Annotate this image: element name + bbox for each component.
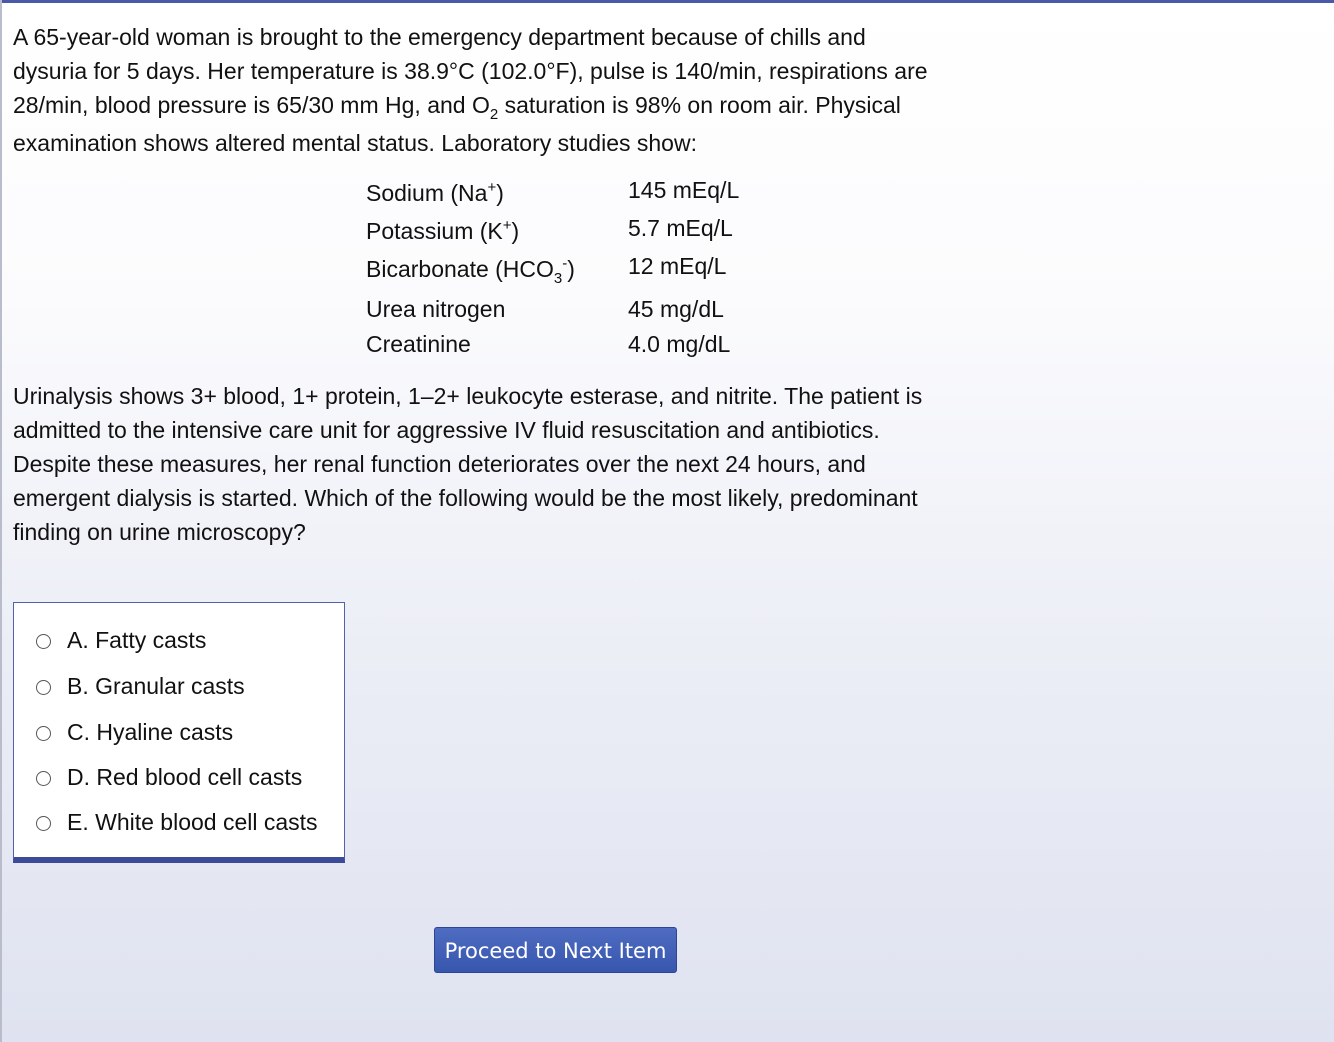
choice-label: E. White blood cell casts: [67, 809, 318, 835]
stem-line: A 65-year-old woman is brought to the emergency department because of chills and: [13, 24, 866, 50]
lab-row: [366, 177, 786, 210]
lab-name: Urea nitrogen: [366, 296, 506, 322]
lab-row: [366, 215, 786, 248]
choice-label: B. Granular casts: [67, 673, 245, 699]
stem-line: admitted to the intensive care unit for aggressive IV fluid resuscitation and antibiotics.: [13, 417, 880, 443]
answer-choice-c[interactable]: [34, 715, 339, 749]
lab-value: 12 mEq/L: [628, 253, 727, 279]
radio-button-icon[interactable]: [36, 680, 51, 695]
lab-name: Bicarbonate $(HCO_3^-)$: [366, 255, 575, 287]
answer-choice-d[interactable]: [34, 760, 339, 794]
question-stem: [13, 20, 1013, 160]
choice-label: D. Red blood cell casts: [67, 764, 303, 790]
answer-choice-b[interactable]: [34, 669, 339, 703]
radio-button-icon[interactable]: [36, 816, 51, 831]
lab-row: [366, 296, 786, 326]
stem-line: dysuria for 5 days. Her temperature is 38.9°C (102.0°F), pulse is 140/min, respirations are: [13, 58, 928, 84]
lab-value: 45 mg/dL: [628, 296, 724, 322]
radio-button-icon[interactable]: [36, 634, 51, 649]
lab-name: Creatinine: [366, 331, 471, 357]
lab-value: 4.0 mg/dL: [628, 331, 731, 357]
stem-line: Urinalysis shows 3+ blood, 1+ protein, 1–2+ leukocyte esterase, and nitrite. The patient is: [13, 383, 923, 409]
radio-button-icon[interactable]: [36, 726, 51, 741]
radio-button-icon[interactable]: [36, 771, 51, 786]
answer-choices-panel: [13, 602, 345, 863]
proceed-next-item-button[interactable]: Proceed to Next Item: [434, 927, 677, 973]
question-stem-continued: [13, 379, 1013, 549]
choice-label: C. Hyaline casts: [67, 719, 234, 745]
stem-paragraph-1: [13, 20, 1013, 160]
lab-name: Sodium (Na+): [366, 179, 504, 206]
answer-choice-a[interactable]: [34, 623, 339, 657]
stem-line: 28/min, blood pressure is 65/30 mm Hg, and O: [13, 92, 490, 118]
top-accent-bar: [0, 0, 1334, 3]
lab-row: [366, 253, 786, 287]
stem-line: finding on urine microscopy?: [13, 519, 306, 545]
stem-line: examination shows altered mental status. Laboratory studies show:: [13, 130, 697, 156]
lab-value: 145 mEq/L: [628, 177, 740, 203]
lab-name: Potassium (K+): [366, 217, 520, 244]
stem-line: Despite these measures, her renal function deteriorates over the next 24 hours, and: [13, 451, 866, 477]
lab-value: 5.7 mEq/L: [628, 215, 733, 241]
stem-line: saturation is 98% on room air. Physical: [498, 92, 901, 118]
lab-row: [366, 331, 786, 361]
choice-label: A. Fatty casts: [67, 627, 207, 653]
answer-choice-e[interactable]: [34, 805, 339, 839]
stem-subscript: 2: [489, 106, 499, 123]
left-border: [0, 0, 2, 1042]
stem-line: emergent dialysis is started. Which of the following would be the most likely, predominant: [13, 485, 918, 511]
